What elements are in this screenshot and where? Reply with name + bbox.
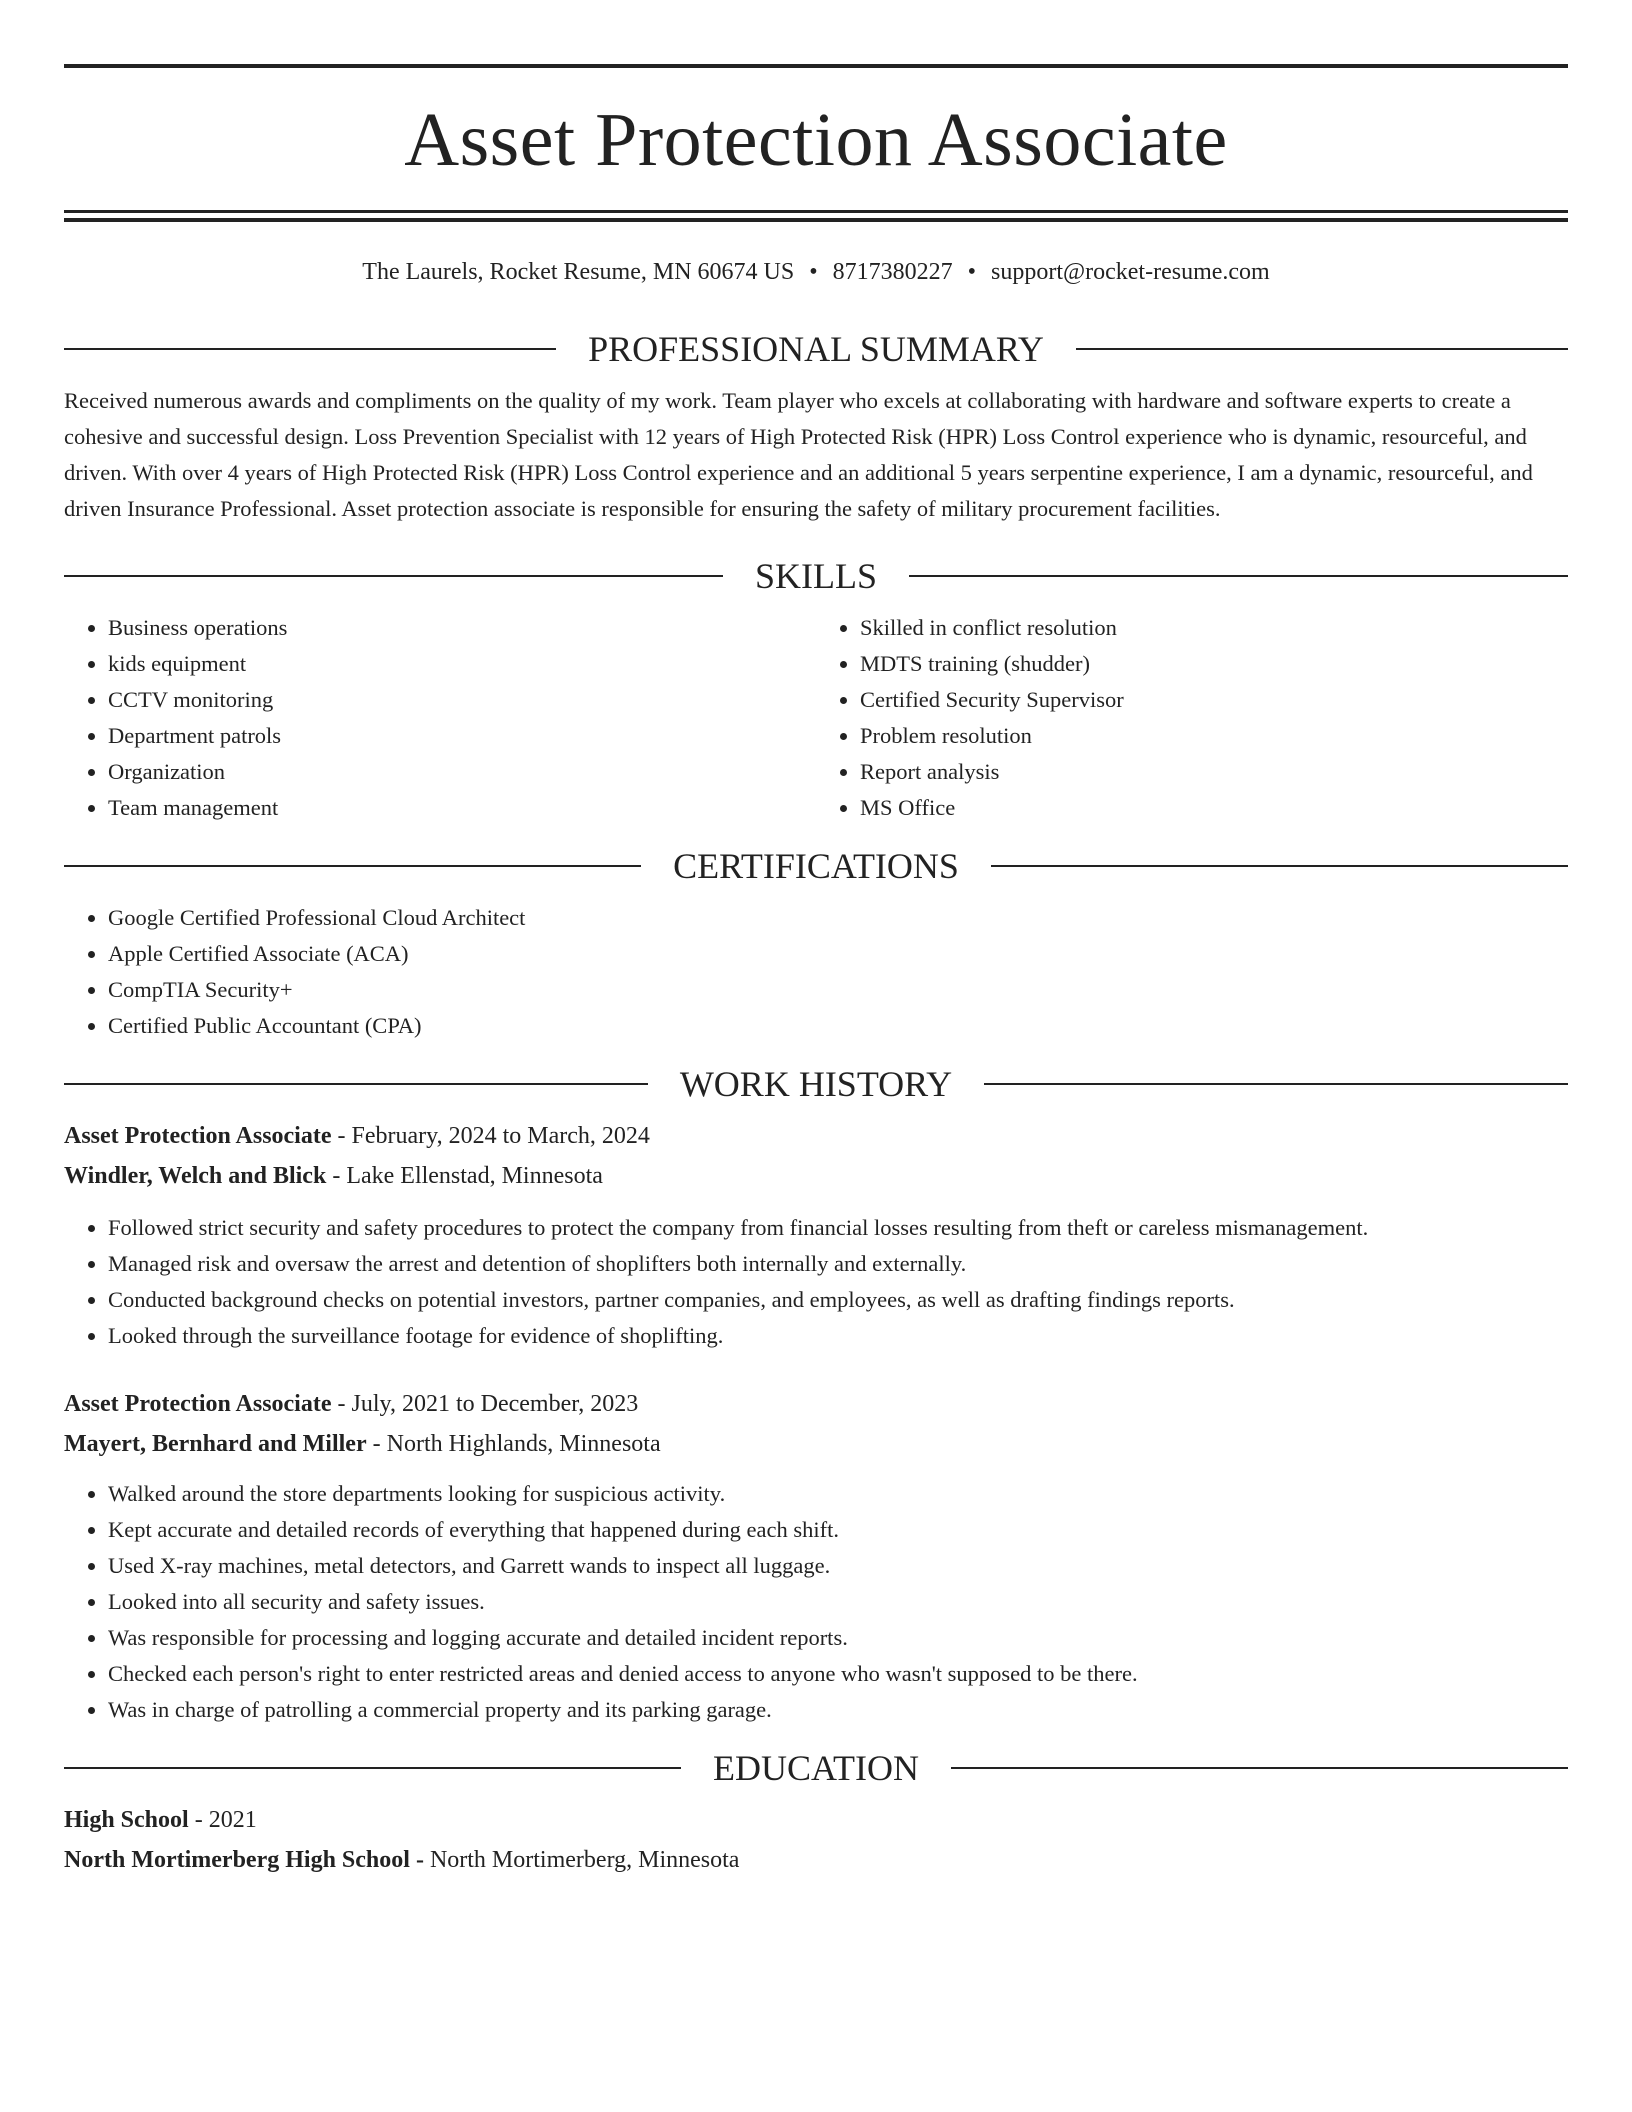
- page-title: Asset Protection Associate: [404, 98, 1228, 182]
- contact-address: The Laurels, Rocket Resume, MN 60674 US: [362, 259, 795, 285]
- skill-item: • Problem resolution: [860, 718, 1568, 754]
- job-company-line: [64, 1424, 1568, 1464]
- section-heading-skills: [64, 554, 1568, 598]
- job-bullet: • Checked each person's right to enter restricted areas and denied access to anyone who wasn't supposed to be there.: [108, 1656, 1568, 1692]
- job-dates: February, 2024 to March, 2024: [351, 1123, 650, 1149]
- skill-item: • kids equipment: [108, 646, 816, 682]
- contact-line: [64, 256, 1568, 288]
- skill-item: • CCTV monitoring: [108, 682, 816, 718]
- job-title: Asset Protection Associate: [64, 1391, 332, 1417]
- top-rule: [64, 64, 1568, 68]
- job-bullet: • Used X-ray machines, metal detectors, and Garrett wands to inspect all luggage.: [108, 1548, 1568, 1584]
- education-school: North Mortimerberg High School: [64, 1847, 410, 1873]
- section-title-certifications: CERTIFICATIONS: [673, 846, 959, 886]
- job-location: North Highlands, Minnesota: [386, 1431, 661, 1457]
- skill-item: • Skilled in conflict resolution: [860, 610, 1568, 646]
- job-bullet: • Was in charge of patrolling a commercial property and its parking garage.: [108, 1692, 1568, 1728]
- heading-rule-left: [64, 348, 556, 350]
- contact-separator: •: [809, 259, 818, 285]
- skill-item: • MS Office: [860, 790, 1568, 826]
- section-title-education: EDUCATION: [713, 1748, 919, 1788]
- section-heading-summary: [64, 327, 1568, 371]
- education-school-line: [64, 1840, 1568, 1880]
- heading-rule-left: [64, 575, 723, 577]
- joiner: -: [326, 1163, 347, 1189]
- contact-separator: •: [967, 259, 977, 285]
- job-bullet: • Followed strict security and safety procedures to protect the company from financial losses resulting from theft or careless mismanagement.: [108, 1210, 1568, 1246]
- job-company: Windler, Welch and Blick: [64, 1163, 327, 1189]
- skills-list-left: [64, 610, 816, 826]
- job-bullet: • Was responsible for processing and logging accurate and detailed incident reports.: [108, 1620, 1568, 1656]
- job-bullets: [64, 1210, 1568, 1354]
- job-bullet: • Conducted background checks on potential investors, partner companies, and employees, as well as drafting findings reports.: [108, 1282, 1568, 1318]
- section-heading-education: [64, 1746, 1568, 1790]
- education-location: North Mortimerberg, Minnesota: [429, 1847, 740, 1873]
- heading-rule-right: [991, 865, 1568, 867]
- skill-item: • MDTS training (shudder): [860, 646, 1568, 682]
- section-heading-certifications: [64, 844, 1568, 888]
- skills-columns: [64, 610, 1568, 826]
- skill-item: • Department patrols: [108, 718, 816, 754]
- job-bullet: • Looked into all security and safety issues.: [108, 1584, 1568, 1620]
- summary-text: Received numerous awards and compliments on the quality of my work. Team player who excels at collaborating with hardware and software experts to create a cohesive and successful design. Loss Prevention Specialist with 12 years of High Protected Risk (HPR) Loss Control experience who is dynamic, resourceful, and driven. With over 4 years of High Protected Risk (HPR) Loss Control experience and an additional 5 years serpentine experience, I am a dynamic, resourceful, and driven Insurance Professional. Asset protection associate is responsible for ensuring the safety of military procurement facilities.: [64, 388, 1533, 521]
- skill-item: • Team management: [108, 790, 816, 826]
- heading-rule-right: [909, 575, 1568, 577]
- job-bullets: [64, 1476, 1568, 1728]
- skill-item: • Business operations: [108, 610, 816, 646]
- job-dates: July, 2021 to December, 2023: [351, 1391, 639, 1417]
- job-location: Lake Ellenstad, Minnesota: [346, 1163, 603, 1189]
- job-bullet: • Walked around the store departments looking for suspicious activity.: [108, 1476, 1568, 1512]
- skill-item: • Report analysis: [860, 754, 1568, 790]
- job-title-line: [64, 1116, 1568, 1156]
- education-degree-line: [64, 1800, 1568, 1840]
- contact-phone[interactable]: 8717380227: [832, 259, 953, 285]
- job-entry: [64, 1384, 1568, 1728]
- job-entry: [64, 1116, 1568, 1354]
- heading-rule-left: [64, 865, 641, 867]
- joiner: -: [188, 1807, 209, 1833]
- job-bullet: • Looked through the surveillance footage for evidence of shoplifting.: [108, 1318, 1568, 1354]
- section-title-skills: SKILLS: [755, 556, 878, 596]
- joiner: -: [409, 1847, 430, 1873]
- job-bullet: • Managed risk and oversaw the arrest and detention of shoplifters both internally and externally.: [108, 1246, 1568, 1282]
- title-double-rule: [64, 210, 1568, 222]
- certification-item: • CompTIA Security+: [108, 972, 1568, 1008]
- job-title-line: [64, 1384, 1568, 1424]
- section-title-summary: PROFESSIONAL SUMMARY: [588, 329, 1044, 369]
- heading-rule-right: [951, 1767, 1568, 1769]
- education-entry: [64, 1800, 1568, 1880]
- education-degree: High School: [64, 1807, 189, 1833]
- heading-rule-left: [64, 1767, 681, 1769]
- joiner: -: [331, 1123, 352, 1149]
- heading-rule-right: [984, 1083, 1568, 1085]
- job-title: Asset Protection Associate: [64, 1123, 332, 1149]
- job-company-line: [64, 1156, 1568, 1196]
- skill-item: • Certified Security Supervisor: [860, 682, 1568, 718]
- job-company: Mayert, Bernhard and Miller: [64, 1431, 367, 1457]
- skills-list-right: [816, 610, 1568, 826]
- job-bullet: • Kept accurate and detailed records of everything that happened during each shift.: [108, 1512, 1568, 1548]
- joiner: -: [331, 1391, 352, 1417]
- education-year: 2021: [208, 1807, 257, 1833]
- certification-item: • Certified Public Accountant (CPA): [108, 1008, 1568, 1044]
- joiner: -: [366, 1431, 387, 1457]
- contact-email[interactable]: support@rocket-resume.com: [991, 259, 1270, 285]
- section-heading-work: [64, 1062, 1568, 1106]
- certification-item: • Google Certified Professional Cloud Architect: [108, 900, 1568, 936]
- heading-rule-left: [64, 1083, 648, 1085]
- section-title-work: WORK HISTORY: [679, 1064, 953, 1104]
- certifications-list: [64, 900, 1568, 1044]
- skill-item: • Organization: [108, 754, 816, 790]
- heading-rule-right: [1076, 348, 1568, 350]
- certification-item: • Apple Certified Associate (ACA): [108, 936, 1568, 972]
